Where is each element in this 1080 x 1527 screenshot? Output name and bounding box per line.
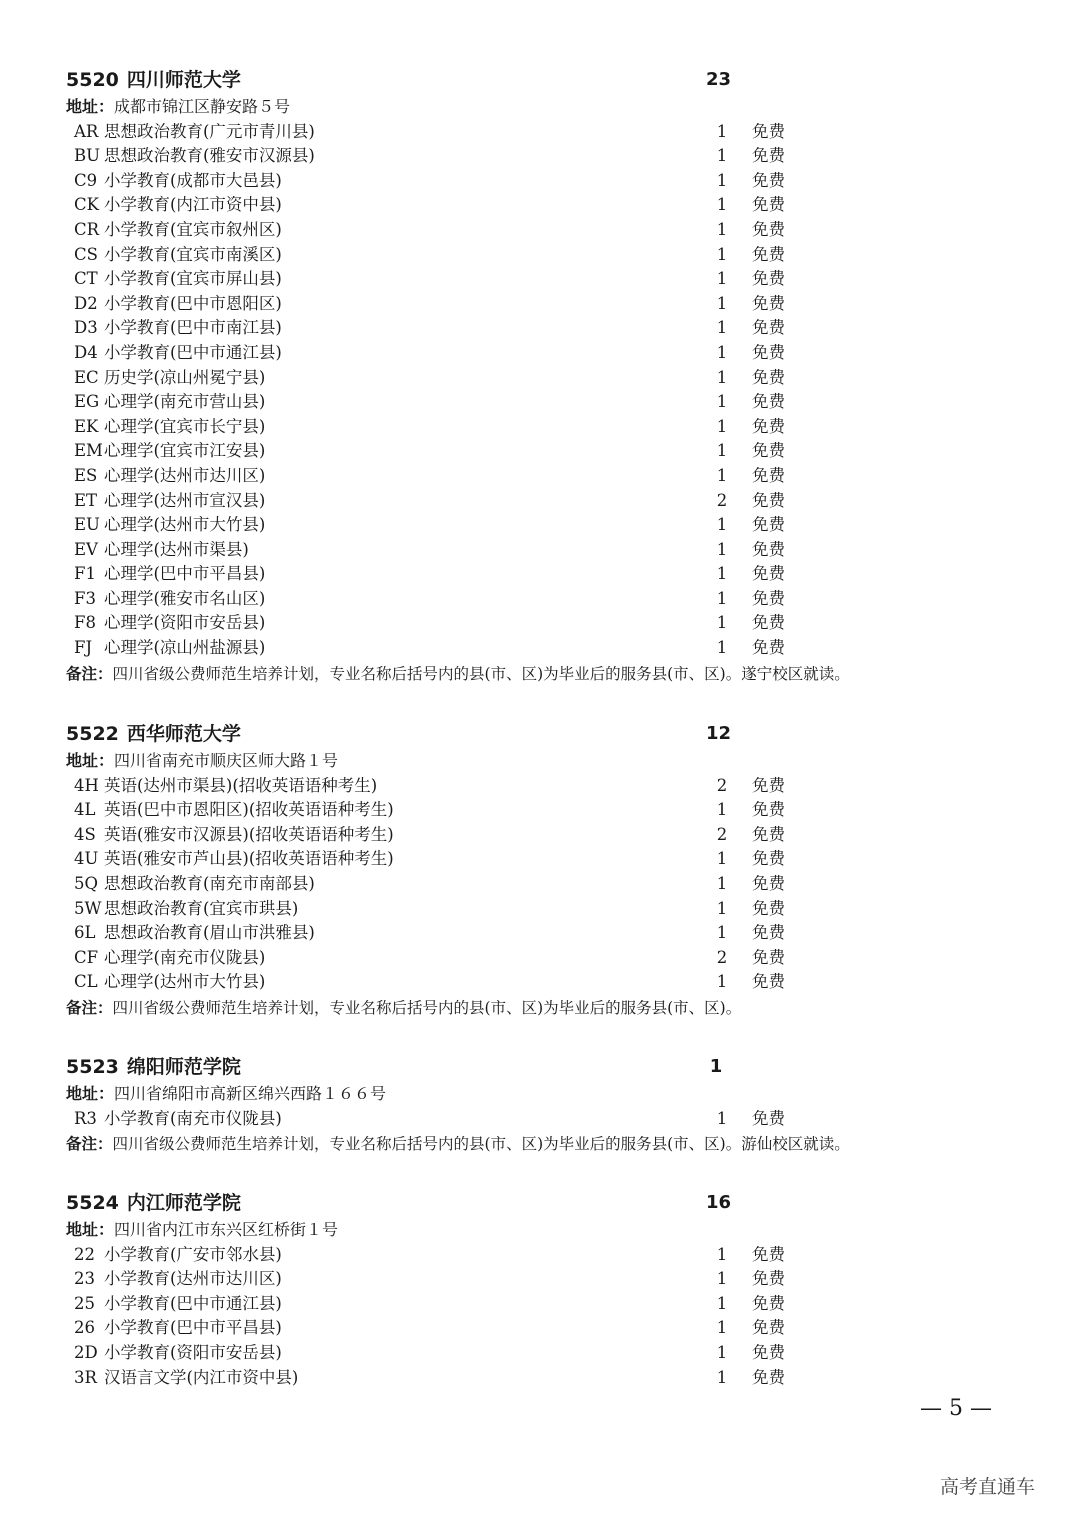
major-quota: 2: [716, 490, 728, 510]
major-row: [66, 872, 1026, 897]
note-text: 四川省级公费师范生培养计划，专业名称后括号内的县(市、区)为毕业后的服务县(市、区)。: [112, 998, 742, 1017]
school-section-5520: [66, 65, 1026, 687]
major-quota: 1: [716, 416, 728, 436]
major-name: 小学教育(成都市大邑县): [104, 170, 282, 190]
major-fee: 免费: [752, 800, 785, 820]
school-total-quota: 12: [706, 723, 732, 744]
major-fee: 免费: [752, 342, 785, 362]
major-row: [66, 921, 1026, 946]
major-fee: 免费: [752, 638, 785, 658]
major-quota: 1: [716, 588, 728, 608]
major-quota: 1: [716, 121, 728, 141]
major-name: 小学教育(宜宾市屏山县): [104, 269, 282, 289]
major-code: EC: [74, 367, 99, 387]
major-row: [66, 292, 1026, 317]
major-code: D4: [74, 342, 98, 362]
school-section-5524: [66, 1188, 1026, 1390]
address-value: 四川省绵阳市高新区绵兴西路１６６号: [114, 1084, 387, 1103]
major-row: [66, 823, 1026, 848]
major-fee: 免费: [752, 1108, 785, 1128]
school-address: [66, 95, 1026, 120]
major-row: [66, 1267, 1026, 1292]
major-quota: 1: [716, 1244, 728, 1264]
major-quota: 1: [716, 269, 728, 289]
address-label: 地址：: [66, 1220, 115, 1239]
major-name: 心理学(达州市大竹县): [104, 972, 266, 992]
major-fee: 免费: [752, 170, 785, 190]
major-code: 4L: [74, 800, 96, 820]
school-code: 5520: [66, 69, 119, 91]
major-code: EK: [74, 416, 99, 436]
major-row: [66, 464, 1026, 489]
major-code: 4S: [74, 824, 96, 844]
major-name: 小学教育(巴中市南江县): [104, 318, 282, 338]
school-name: 绵阳师范学院: [126, 1056, 241, 1078]
major-fee: 免费: [752, 244, 785, 264]
major-quota: 2: [716, 824, 728, 844]
major-code: D2: [74, 293, 98, 313]
major-quota: 1: [716, 898, 728, 918]
major-fee: 免费: [752, 613, 785, 633]
major-row: [66, 562, 1026, 587]
major-code: BU: [74, 146, 101, 166]
major-code: CR: [74, 219, 100, 239]
note-text: 四川省级公费师范生培养计划，专业名称后括号内的县(市、区)为毕业后的服务县(市、区)。游仙校区就读。: [112, 1135, 850, 1154]
major-fee: 免费: [752, 873, 785, 893]
watermark: 高考直通车: [940, 1476, 1036, 1498]
major-code: CL: [74, 972, 98, 992]
major-name: 心理学(达州市达川区): [104, 465, 266, 485]
major-name: 心理学(凉山州盐源县): [104, 638, 266, 658]
note-label: 备注：: [66, 664, 113, 683]
major-quota: 1: [716, 146, 728, 166]
major-name: 小学教育(南充市仪陇县): [104, 1108, 282, 1128]
address-label: 地址：: [66, 97, 115, 116]
major-row: [66, 1107, 1026, 1132]
major-code: 5W: [74, 898, 102, 918]
major-fee: 免费: [752, 293, 785, 313]
major-fee: 免费: [752, 515, 785, 535]
major-code: F1: [74, 564, 96, 584]
major-fee: 免费: [752, 824, 785, 844]
note-text: 四川省级公费师范生培养计划，专业名称后括号内的县(市、区)为毕业后的服务县(市、区)。遂宁校区就读。: [112, 664, 850, 683]
school-code-name: [66, 1188, 249, 1218]
major-name: 思想政治教育(广元市青川县): [104, 121, 315, 141]
major-name: 英语(雅安市芦山县)(招收英语语种考生): [104, 849, 394, 869]
major-quota: 1: [716, 564, 728, 584]
major-code: 25: [74, 1293, 95, 1313]
major-row: [66, 798, 1026, 823]
major-row: [66, 341, 1026, 366]
major-code: FJ: [74, 638, 93, 658]
major-quota: 1: [716, 972, 728, 992]
major-fee: 免费: [752, 923, 785, 943]
major-fee: 免费: [752, 121, 785, 141]
major-code: ET: [74, 490, 98, 510]
address-value: 四川省内江市东兴区红桥街１号: [114, 1220, 339, 1239]
major-row: [66, 946, 1026, 971]
major-name: 小学教育(巴中市平昌县): [104, 1318, 282, 1338]
major-fee: 免费: [752, 1244, 785, 1264]
note-label: 备注：: [66, 1135, 113, 1154]
major-code: EU: [74, 515, 100, 535]
major-fee: 免费: [752, 1342, 785, 1362]
major-name: 小学教育(巴中市通江县): [104, 342, 282, 362]
major-code: 6L: [74, 923, 96, 943]
major-quota: 1: [716, 1318, 728, 1338]
major-fee: 免费: [752, 490, 785, 510]
major-row: [66, 538, 1026, 563]
major-row: [66, 390, 1026, 415]
school-header: [66, 65, 1026, 95]
major-row: [66, 316, 1026, 341]
major-quota: 1: [716, 1108, 728, 1128]
major-name: 心理学(达州市宣汉县): [104, 490, 266, 510]
major-quota: 1: [716, 244, 728, 264]
major-name: 思想政治教育(雅安市汉源县): [104, 146, 315, 166]
page-number: — 5 —: [920, 1396, 992, 1421]
address-value: 成都市锦江区静安路５号: [114, 97, 291, 116]
major-code: F8: [74, 613, 96, 633]
major-fee: 免费: [752, 441, 785, 461]
major-quota: 1: [716, 465, 728, 485]
major-quota: 2: [716, 947, 728, 967]
major-fee: 免费: [752, 318, 785, 338]
major-fee: 免费: [752, 392, 785, 412]
major-name: 小学教育(资阳市安岳县): [104, 1342, 282, 1362]
major-name: 英语(雅安市汉源县)(招收英语语种考生): [104, 824, 394, 844]
major-row: [66, 169, 1026, 194]
major-quota: 1: [716, 342, 728, 362]
major-fee: 免费: [752, 564, 785, 584]
major-row: [66, 267, 1026, 292]
major-row: [66, 193, 1026, 218]
major-fee: 免费: [752, 1367, 785, 1387]
major-fee: 免费: [752, 269, 785, 289]
major-row: [66, 144, 1026, 169]
major-row: [66, 636, 1026, 661]
major-quota: 1: [716, 800, 728, 820]
school-total-quota: 1: [709, 1056, 723, 1077]
major-code: 3R: [74, 1367, 97, 1387]
school-code-name: [66, 719, 249, 749]
major-fee: 免费: [752, 1318, 785, 1338]
major-fee: 免费: [752, 947, 785, 967]
major-name: 小学教育(巴中市通江县): [104, 1293, 282, 1313]
major-row: [66, 897, 1026, 922]
major-name: 英语(巴中市恩阳区)(招收英语语种考生): [104, 800, 394, 820]
major-quota: 1: [716, 638, 728, 658]
school-code-name: [66, 65, 249, 95]
major-code: 5Q: [74, 873, 99, 893]
major-row: [66, 611, 1026, 636]
major-name: 思想政治教育(宜宾市珙县): [104, 898, 299, 918]
major-code: D3: [74, 318, 98, 338]
major-quota: 1: [716, 923, 728, 943]
major-code: 4H: [74, 775, 99, 795]
major-quota: 1: [716, 515, 728, 535]
major-row: [66, 847, 1026, 872]
major-quota: 1: [716, 539, 728, 559]
major-fee: 免费: [752, 465, 785, 485]
major-name: 心理学(达州市大竹县): [104, 515, 266, 535]
major-name: 英语(达州市渠县)(招收英语语种考生): [104, 775, 378, 795]
major-row: [66, 439, 1026, 464]
major-quota: 1: [716, 367, 728, 387]
major-name: 小学教育(宜宾市南溪区): [104, 244, 282, 264]
major-name: 心理学(达州市渠县): [104, 539, 249, 559]
school-note: [66, 661, 1026, 687]
major-name: 心理学(宜宾市长宁县): [104, 416, 266, 436]
major-quota: 1: [716, 219, 728, 239]
major-row: [66, 1366, 1026, 1391]
major-row: [66, 1341, 1026, 1366]
major-name: 小学教育(达州市达川区): [104, 1269, 282, 1289]
school-note: [66, 995, 1026, 1021]
major-row: [66, 587, 1026, 612]
major-quota: 1: [716, 613, 728, 633]
major-code: 23: [74, 1269, 95, 1289]
major-row: [66, 366, 1026, 391]
major-code: AR: [74, 121, 99, 141]
major-fee: 免费: [752, 219, 785, 239]
school-total-quota: 16: [706, 1192, 732, 1213]
school-address: [66, 749, 1026, 774]
major-name: 思想政治教育(眉山市洪雅县): [104, 923, 315, 943]
major-code: CF: [74, 947, 99, 967]
note-label: 备注：: [66, 998, 113, 1017]
major-quota: 1: [716, 293, 728, 313]
school-header: [66, 719, 1026, 749]
school-total-quota: 23: [706, 69, 732, 90]
major-code: 4U: [74, 849, 99, 869]
major-name: 心理学(南充市仪陇县): [104, 947, 266, 967]
major-code: EM: [74, 441, 103, 461]
major-quota: 1: [716, 1342, 728, 1362]
major-code: 22: [74, 1244, 95, 1264]
major-code: CT: [74, 269, 98, 289]
major-quota: 1: [716, 441, 728, 461]
major-fee: 免费: [752, 588, 785, 608]
major-fee: 免费: [752, 416, 785, 436]
major-name: 历史学(凉山州冕宁县): [104, 367, 266, 387]
school-note: [66, 1131, 1026, 1157]
major-name: 汉语言文学(内江市资中县): [104, 1367, 299, 1387]
major-quota: 1: [716, 170, 728, 190]
major-quota: 2: [716, 775, 728, 795]
major-code: 26: [74, 1318, 95, 1338]
major-code: CS: [74, 244, 98, 264]
school-name: 西华师范大学: [126, 723, 241, 745]
major-row: [66, 489, 1026, 514]
major-row: [66, 415, 1026, 440]
major-quota: 1: [716, 392, 728, 412]
major-code: F3: [74, 588, 96, 608]
major-fee: 免费: [752, 195, 785, 215]
school-header: [66, 1052, 1026, 1082]
major-quota: 1: [716, 873, 728, 893]
major-row: [66, 120, 1026, 145]
school-code: 5524: [66, 1192, 119, 1214]
address-value: 四川省南充市顺庆区师大路１号: [114, 751, 339, 770]
school-section-5523: [66, 1052, 1026, 1157]
school-section-5522: [66, 719, 1026, 1021]
major-row: [66, 513, 1026, 538]
address-label: 地址：: [66, 1084, 115, 1103]
major-row: [66, 243, 1026, 268]
major-name: 心理学(资阳市安岳县): [104, 613, 266, 633]
major-fee: 免费: [752, 775, 785, 795]
major-fee: 免费: [752, 146, 785, 166]
major-code: C9: [74, 170, 98, 190]
major-quota: 1: [716, 1367, 728, 1387]
school-name: 内江师范学院: [126, 1192, 241, 1214]
major-row: [66, 1292, 1026, 1317]
school-header: [66, 1188, 1026, 1218]
major-quota: 1: [716, 195, 728, 215]
major-code: ES: [74, 465, 98, 485]
address-label: 地址：: [66, 751, 115, 770]
major-quota: 1: [716, 1293, 728, 1313]
major-name: 心理学(南充市营山县): [104, 392, 266, 412]
major-quota: 1: [716, 318, 728, 338]
major-name: 小学教育(巴中市恩阳区): [104, 293, 282, 313]
major-fee: 免费: [752, 539, 785, 559]
school-name: 四川师范大学: [126, 69, 241, 91]
school-address: [66, 1082, 1026, 1107]
major-fee: 免费: [752, 849, 785, 869]
school-address: [66, 1218, 1026, 1243]
major-row: [66, 774, 1026, 799]
major-name: 思想政治教育(南充市南部县): [104, 873, 315, 893]
major-name: 心理学(巴中市平昌县): [104, 564, 266, 584]
major-fee: 免费: [752, 1293, 785, 1313]
major-fee: 免费: [752, 367, 785, 387]
major-name: 心理学(雅安市名山区): [104, 588, 266, 608]
major-fee: 免费: [752, 1269, 785, 1289]
major-row: [66, 1316, 1026, 1341]
school-code-name: [66, 1052, 249, 1082]
major-fee: 免费: [752, 972, 785, 992]
major-row: [66, 1243, 1026, 1268]
major-fee: 免费: [752, 898, 785, 918]
major-code: EV: [74, 539, 98, 559]
major-code: CK: [74, 195, 99, 215]
major-quota: 1: [716, 849, 728, 869]
major-name: 小学教育(广安市邻水县): [104, 1244, 282, 1264]
major-quota: 1: [716, 1269, 728, 1289]
major-code: 2D: [74, 1342, 98, 1362]
school-code: 5523: [66, 1056, 119, 1078]
major-name: 小学教育(内江市资中县): [104, 195, 282, 215]
major-name: 心理学(宜宾市江安县): [104, 441, 266, 461]
major-code: R3: [74, 1108, 97, 1128]
major-row: [66, 218, 1026, 243]
school-code: 5522: [66, 723, 119, 745]
major-row: [66, 970, 1026, 995]
major-code: EG: [74, 392, 100, 412]
major-name: 小学教育(宜宾市叙州区): [104, 219, 282, 239]
